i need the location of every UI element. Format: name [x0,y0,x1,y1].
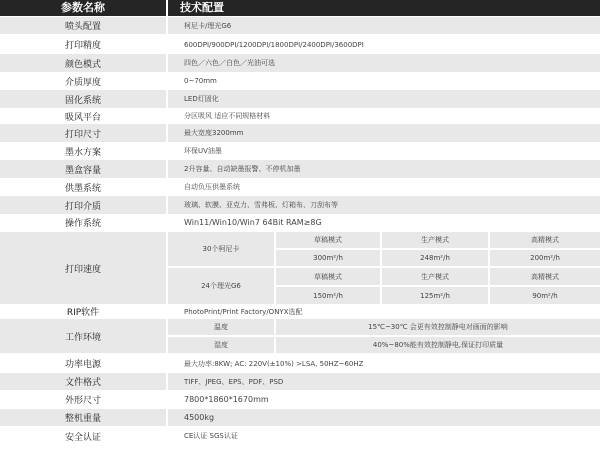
table-row [0,142,600,160]
row-value: 柯尼卡/理光G6 [168,17,600,34]
table-row [0,196,600,214]
row-value: 环保UV油墨 [168,142,600,160]
row-label: 操作系统 [0,214,166,231]
speed-cell: 200m²/h [490,250,600,266]
work-env-label: 工作环境 [0,319,166,353]
env-name-cell: 湿度 [168,337,274,353]
row-value: 四色／六色／白色／光油可选 [168,54,600,72]
row-label: RIP软件 [0,304,166,319]
table-row [0,17,600,34]
row-label: 打印尺寸 [0,124,166,142]
table-row [0,160,600,178]
table-row [0,354,600,373]
env-value-cell: 40%~80%能有效控制静电,保证打印质量 [276,337,600,353]
table-row [0,409,600,426]
table-row [0,124,600,142]
printhead-group-konica: 30个柯尼卡 [168,232,274,266]
row-label: 文件格式 [0,373,166,390]
row-label: 打印介质 [0,196,166,214]
row-value: 玻璃、软膜、亚克力、雪弗板、灯箱布、刀刮布等 [168,196,600,214]
speed-cell: 90m²/h [490,287,600,304]
row-label: 介质厚度 [0,72,166,90]
table-row [0,390,600,409]
row-label: 功率电源 [0,354,166,373]
row-value: 最大宽度3200mm [168,124,600,142]
row-label: 供墨系统 [0,178,166,196]
row-value: 分区吸风 适应不同规格材料 [168,108,600,124]
speed-cell: 248m²/h [382,250,488,266]
printhead-group-ricoh: 24个理光G6 [168,268,274,304]
row-value: 自动负压供墨系统 [168,178,600,196]
table-row [0,90,600,108]
mode-cell: 生产模式 [382,232,488,248]
speed-cell: 300m²/h [276,250,380,266]
mode-cell: 生产模式 [382,268,488,285]
row-value: 0~70mm [168,72,600,90]
row-value: 最大功率:8KW; AC: 220V(±10%) >LSA, 50HZ~60HZ [168,354,600,373]
row-label: 颜色模式 [0,54,166,72]
row-value: 600DPI/900DPI/1200DPI/1800DPI/2400DPI/3600DPI [168,35,600,54]
row-value: 7800*1860*1670mm [168,390,600,409]
row-value: TIFF、JPEG、EPS、PDF、PSD [168,373,600,390]
mode-cell: 草稿模式 [276,232,380,248]
table-row [0,72,600,90]
table-row [0,35,600,54]
table-row [0,108,600,124]
row-label: 墨盒容量 [0,160,166,178]
table-row [0,178,600,196]
row-label: 墨水方案 [0,142,166,160]
row-label: 吸风平台 [0,108,166,124]
row-value: 2升容量、自动缺墨报警、不停机加墨 [168,160,600,178]
print-speed-label: 打印速度 [0,232,166,304]
env-value-cell: 15℃~30℃ 会更有效控制静电对画面的影响 [276,319,600,335]
table-row [0,426,600,446]
work-env-block [0,319,600,353]
row-label: 安全认证 [0,426,166,446]
row-label: 外形尺寸 [0,390,166,409]
table-row [0,54,600,72]
row-value: PhotoPrint/Print Factory/ONYX选配 [168,304,600,319]
row-value: CE认证 SGS认证 [168,426,600,446]
mode-cell: 草稿模式 [276,268,380,285]
row-label: 打印精度 [0,35,166,54]
row-value: LED灯固化 [168,90,600,108]
row-label: 固化系统 [0,90,166,108]
table-row [0,373,600,390]
table-row [0,214,600,231]
print-speed-block [0,232,600,304]
env-name-cell: 温度 [168,319,274,335]
table-row [0,304,600,319]
header-tech: 技术配置 [168,0,600,16]
speed-cell: 125m²/h [382,287,488,304]
row-value: Win11/Win10/Win7 64Bit RAM≥8G [168,214,600,231]
row-label: 喷头配置 [0,17,166,34]
mode-cell: 高精模式 [490,232,600,248]
row-value: 4500kg [168,409,600,426]
row-label: 整机重量 [0,409,166,426]
header-param: 参数名称 [0,0,166,16]
mode-cell: 高精模式 [490,268,600,285]
speed-cell: 150m²/h [276,287,380,304]
